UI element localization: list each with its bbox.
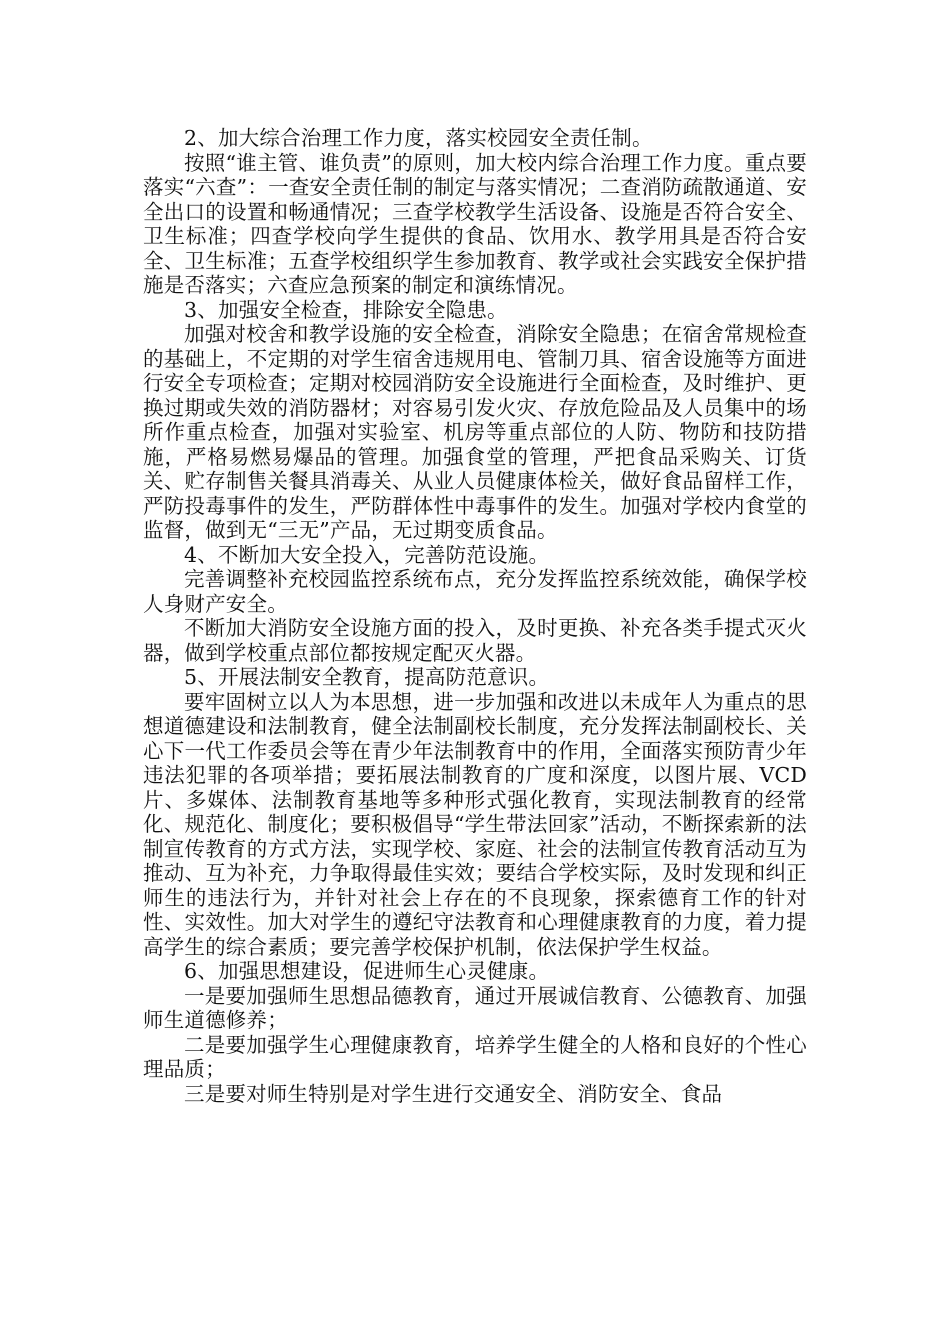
- paragraph: 要牢固树立以人为本思想，进一步加强和改进以未成年人为重点的思想道德建设和法制教育，健全法制副校长制度，充分发挥法制副校长、关心下一代工作委员会等在青少年法制教育中的作用，全面落实预防青少年违法犯罪的各项举措；要拓展法制教育的广度和深度，以图片展、VCD片、多媒体、法制教育基地等多种形式强化教育，实现法制教育的经常化、规范化、制度化；要积极倡导“学生带法回家”活动，不断探索新的法制宣传教育的方式方法，实现学校、家庭、社会的法制宣传教育活动互为推动、互为补充，力争取得最佳实效；要结合学校实际，及时发现和纠正师生的违法行为，并针对社会上存在的不良现象，探索德育工作的针对性、实效性。加大对学生的遵纪守法教育和心理健康教育的力度，着力提高学生的综合素质；要完善学校保护机制，依法保护学生权益。: [143, 689, 807, 959]
- heading-item-3: 3、加强安全检查，排除安全隐患。: [184, 297, 508, 322]
- paragraph: 加强对校舍和教学设施的安全检查，消除安全隐患；在宿舍常规检查的基础上，不定期的对学生宿舍违规用电、管制刀具、宿舍设施等方面进行安全专项检查；定期对校园消防安全设施进行全面检查，及时维护、更换过期或失效的消防器材；对容易引发火灾、存放危险品及人员集中的场所作重点检查，加强对实验室、机房等重点部位的人防、物防和技防措施，严格易燃易爆品的管理。加强食堂的管理，严把食品采购关、订货关、贮存制售关餐具消毒关、从业人员健康体检关，做好食品留样工作，严防投毒事件的发生，严防群体性中毒事件的发生。加强对学校内食堂的监督，做到无“三无”产品，无过期变质食品。: [143, 322, 807, 542]
- document-body: [143, 126, 807, 1106]
- paragraph: 二是要加强学生心理健康教育，培养学生健全的人格和良好的个性心理品质；: [143, 1032, 807, 1081]
- heading-item-6: 6、加强思想建设，促进师生心灵健康。: [184, 959, 550, 983]
- paragraph: 三是要对师生特别是对学生进行交通安全、消防安全、食品: [184, 1081, 723, 1106]
- heading-item-4: 4、不断加大安全投入，完善防范设施。: [184, 542, 550, 567]
- paragraph: 完善调整补充校园监控系统布点，充分发挥监控系统效能，确保学校人身财产安全。: [143, 567, 807, 616]
- heading-item-5: 5、开展法制安全教育，提高防范意识。: [184, 665, 550, 689]
- paragraph: 不断加大消防安全设施方面的投入，及时更换、补充各类手提式灭火器，做到学校重点部位都按规定配灭火器。: [143, 616, 807, 665]
- paragraph: 按照“谁主管、谁负责”的原则，加大校内综合治理工作力度。重点要落实“六查”：一查安全责任制的制定与落实情况；二查消防疏散通道、安全出口的设置和畅通情况；三查学校教学生活设备、设施是否符合安全、卫生标准；四查学校向学生提供的食品、饮用水、教学用具是否符合安全、卫生标准；五查学校组织学生参加教育、教学或社会实践安全保护措施是否落实；六查应急预案的制定和演练情况。: [143, 150, 807, 297]
- paragraph: 一是要加强师生思想品德教育，通过开展诚信教育、公德教育、加强师生道德修养；: [143, 983, 807, 1032]
- heading-item-2: 2、加大综合治理工作力度，落实校园安全责任制。: [184, 126, 653, 150]
